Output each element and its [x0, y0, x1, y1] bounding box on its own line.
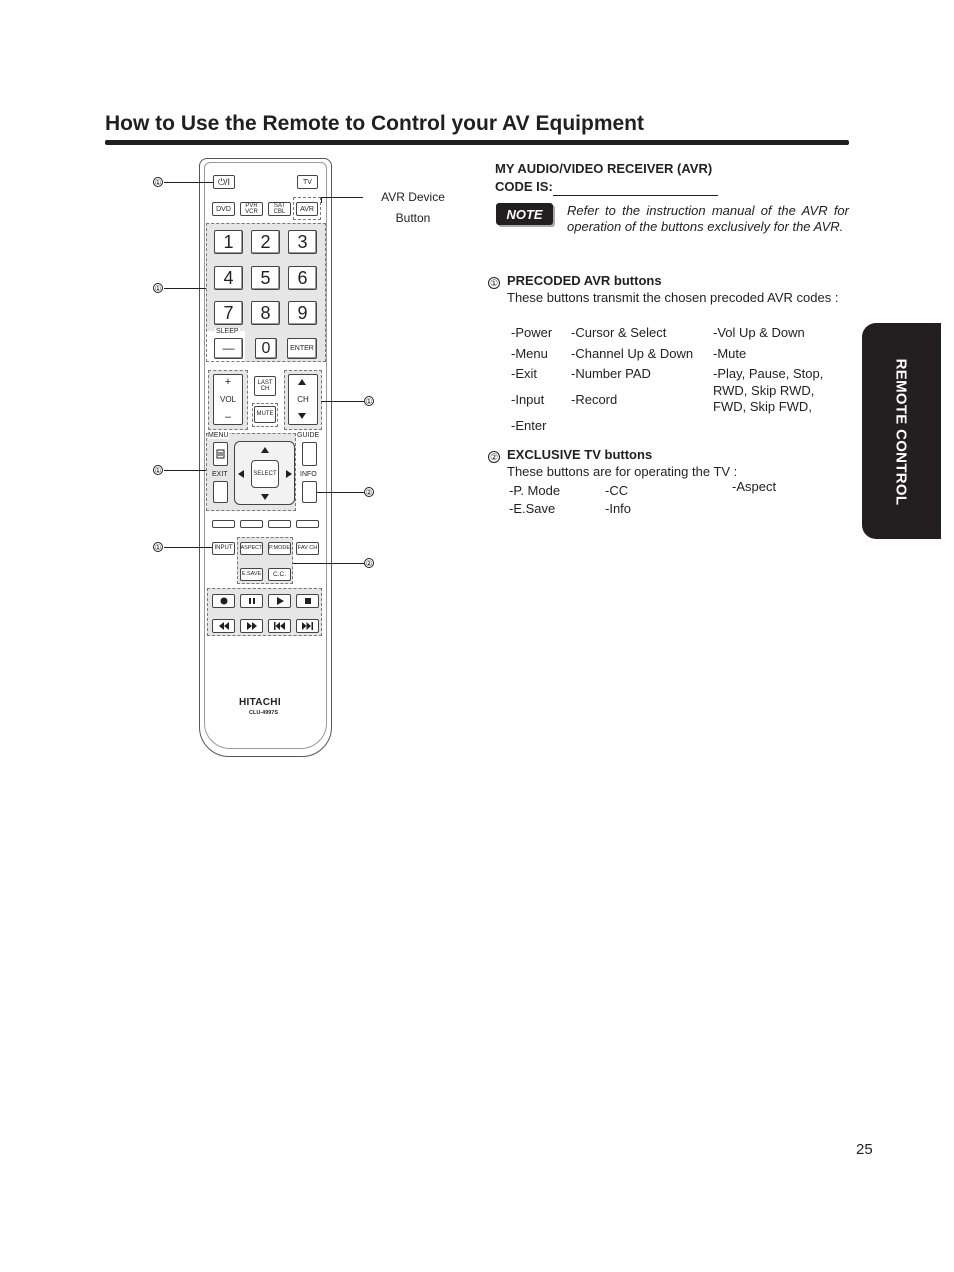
left-arrow-icon	[237, 469, 245, 479]
mute-button[interactable]: MUTE	[254, 406, 276, 423]
last-ch-button[interactable]	[254, 376, 276, 396]
fast-forward-icon	[246, 621, 258, 631]
precoded-item: -Record	[571, 392, 618, 407]
callout-1-nav: ①	[154, 466, 162, 475]
callout-2-tv-buttons: ②	[365, 559, 373, 568]
color-button-2[interactable]	[240, 520, 263, 528]
play-button[interactable]	[268, 594, 291, 608]
callout-1-numpad: ①	[154, 284, 162, 293]
sleep-label: SLEEP	[216, 328, 239, 335]
color-button-1[interactable]	[212, 520, 235, 528]
vol-minus-symbol: –	[224, 411, 232, 423]
page-title: How to Use the Remote to Control your AV Equipment	[105, 112, 645, 135]
fav-ch-button[interactable]: FAV CH	[296, 542, 319, 555]
p-mode-button[interactable]: P.MODE	[268, 542, 291, 555]
ch-label-small: CH	[260, 386, 270, 392]
digit-7-button[interactable]: 7	[214, 301, 243, 325]
precoded-heading: PRECODED AVR buttons	[507, 273, 662, 288]
ch-label: CH	[297, 395, 309, 404]
pvr-label: PVR	[245, 203, 258, 209]
input-button[interactable]: INPUT	[212, 542, 235, 555]
vol-rocker[interactable]	[213, 374, 243, 425]
vol-label: VOL	[219, 394, 236, 404]
precoded-item: -Number PAD	[571, 366, 651, 381]
info-button[interactable]	[302, 481, 317, 503]
pause-button[interactable]	[240, 594, 263, 608]
exit-label: EXIT	[212, 471, 228, 478]
side-tab-label: REMOTE CONTROL	[892, 358, 910, 506]
callout-1-ch: ①	[365, 397, 373, 406]
avr-device-label-line2: Button	[395, 211, 431, 225]
note-badge: NOTE	[496, 203, 553, 225]
digit-5-button[interactable]: 5	[251, 266, 280, 290]
tv-button[interactable]: TV	[297, 175, 318, 189]
last-label: LAST	[257, 380, 273, 386]
right-arrow-icon	[285, 469, 293, 479]
callout-line-nav	[164, 470, 206, 471]
ch-down-arrow-icon	[297, 412, 307, 420]
cbl-label: CBL	[273, 209, 286, 215]
ch-up-arrow-icon	[297, 378, 307, 386]
precoded-item: -Mute	[713, 346, 747, 361]
e-save-button[interactable]: E.SAVE	[240, 568, 263, 581]
avr-code-label: CODE IS:	[495, 179, 553, 194]
precoded-description: These buttons transmit the chosen precoded AVR codes :	[507, 290, 839, 305]
precoded-item: -Play, Pause, Stop, RWD, Skip RWD, FWD, Skip FWD,	[713, 366, 824, 414]
callout-line-power	[164, 182, 213, 183]
dvd-button[interactable]: DVD	[212, 202, 235, 216]
stop-button[interactable]	[296, 594, 319, 608]
sat-label: SAT	[273, 203, 286, 209]
color-button-3[interactable]	[268, 520, 291, 528]
skip-rewind-button[interactable]	[268, 619, 291, 633]
down-arrow-icon	[260, 493, 270, 501]
digit-4-button[interactable]: 4	[214, 266, 243, 290]
exclusive-item: -E.Save	[509, 501, 556, 516]
precoded-marker: ①	[489, 278, 499, 288]
callout-1-input: ①	[154, 543, 162, 552]
enter-button[interactable]: ENTER	[287, 338, 317, 359]
precoded-item: -Vol Up & Down	[713, 325, 805, 340]
rewind-button[interactable]	[212, 619, 235, 633]
callout-line-numpad	[164, 288, 206, 289]
sat-cbl-button[interactable]	[268, 202, 291, 216]
skip-forward-button[interactable]	[296, 619, 319, 633]
avr-device-label-line1: AVR Device	[381, 190, 445, 204]
menu-icon	[216, 449, 225, 459]
info-label: INFO	[300, 471, 317, 478]
menu-label: MENU	[208, 432, 229, 439]
digit-1-button[interactable]: 1	[214, 230, 243, 254]
avr-code-heading-line1: MY AUDIO/VIDEO RECEIVER (AVR)	[495, 161, 713, 176]
avr-device-label	[373, 187, 453, 229]
avr-leader-horizontal	[321, 197, 363, 198]
precoded-item: -Enter	[511, 418, 547, 433]
digit-9-button[interactable]: 9	[288, 301, 317, 325]
mute-dashed-outline	[252, 403, 278, 427]
callout-line-input	[164, 547, 212, 548]
avr-button[interactable]: AVR	[296, 202, 318, 216]
skip-forward-icon	[301, 621, 314, 631]
aspect-button[interactable]: ASPECT	[240, 542, 263, 555]
callout-2-info: ②	[365, 488, 373, 497]
digit-0-button[interactable]: 0	[255, 338, 277, 359]
precoded-item: -Power	[511, 325, 553, 340]
skip-back-icon	[273, 621, 286, 631]
precoded-item: -Menu	[511, 346, 548, 361]
note-text: Refer to the instruction manual of the AVR for operation of the buttons exclusively for the AVR.	[567, 203, 849, 234]
sleep-dash-button[interactable]: —	[214, 338, 243, 359]
exit-button[interactable]	[213, 481, 228, 503]
power-button[interactable]: ⏻/I	[213, 175, 235, 189]
color-button-4[interactable]	[296, 520, 319, 528]
exclusive-item: -Aspect	[732, 479, 777, 494]
cc-button[interactable]: C.C.	[268, 568, 291, 581]
vol-plus-symbol: +	[224, 376, 232, 388]
digit-6-button[interactable]: 6	[288, 266, 317, 290]
digit-8-button[interactable]: 8	[251, 301, 280, 325]
guide-button[interactable]	[302, 442, 317, 466]
up-arrow-icon	[260, 446, 270, 454]
callout-1-power: ①	[154, 178, 162, 187]
exclusive-marker: ②	[489, 452, 499, 462]
precoded-item: -Cursor & Select	[571, 325, 667, 340]
avr-code-heading-line2	[495, 178, 718, 196]
exclusive-item: -P. Mode	[509, 483, 561, 498]
record-button[interactable]	[212, 594, 235, 608]
fast-forward-button[interactable]	[240, 619, 263, 633]
precoded-item: -Input	[511, 392, 545, 407]
precoded-item: -Channel Up & Down	[571, 346, 694, 361]
guide-label: GUIDE	[297, 432, 320, 439]
play-icon	[275, 596, 285, 606]
pause-icon	[247, 596, 257, 606]
stop-icon	[303, 596, 313, 606]
callout-line-ch	[321, 401, 364, 402]
page-number: 25	[856, 1141, 873, 1158]
vcr-label: VCR	[245, 209, 258, 215]
model-number: CLU-4997S	[249, 710, 279, 716]
callout-line-info	[317, 492, 364, 493]
pvr-vcr-button[interactable]	[240, 202, 263, 216]
exclusive-heading: EXCLUSIVE TV buttons	[507, 447, 653, 462]
callout-line-tv-buttons	[293, 563, 364, 564]
exclusive-item: -Info	[605, 501, 632, 516]
avr-code-blank	[553, 183, 718, 196]
exclusive-description: These buttons are for operating the TV :	[507, 464, 738, 479]
select-button[interactable]: SELECT	[251, 460, 279, 488]
record-icon	[219, 596, 229, 606]
exclusive-item: -CC	[605, 483, 629, 498]
digit-3-button[interactable]: 3	[288, 230, 317, 254]
avr-code-heading	[495, 160, 718, 196]
hitachi-logo: HITACHI	[239, 697, 281, 708]
digit-2-button[interactable]: 2	[251, 230, 280, 254]
precoded-item: -Exit	[511, 366, 537, 381]
title-rule	[105, 140, 849, 145]
rewind-icon	[218, 621, 230, 631]
